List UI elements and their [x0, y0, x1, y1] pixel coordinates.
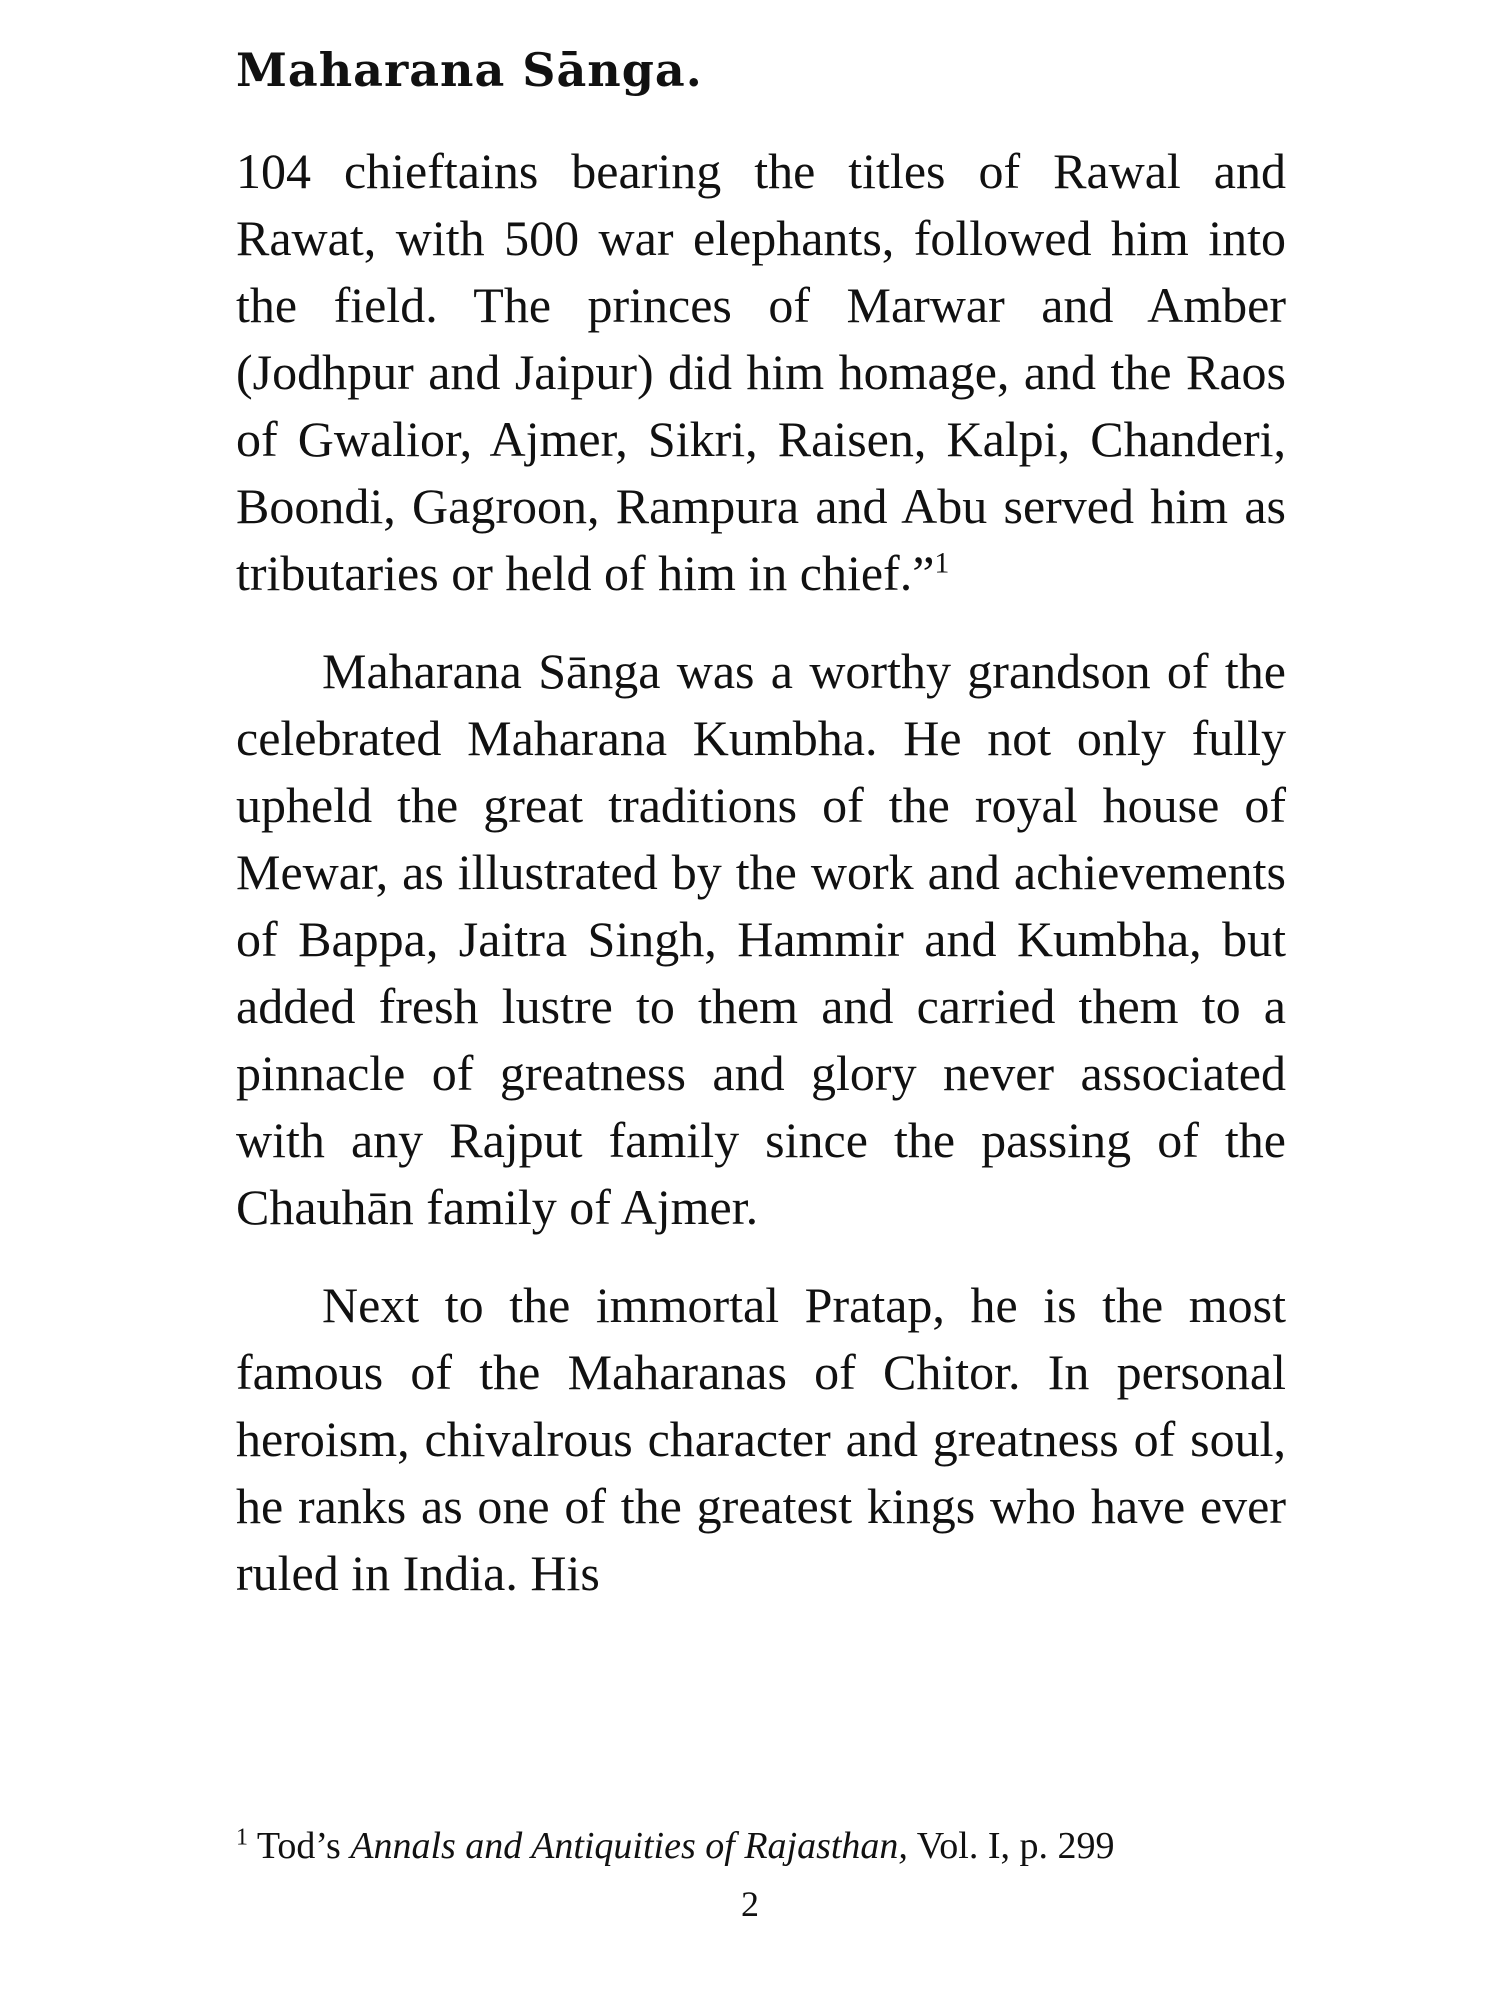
footnote-prefix: Tod’s [256, 1825, 341, 1867]
footnote-title: Annals and Antiquities of Rajasthan, [350, 1825, 908, 1867]
body-text [236, 138, 1286, 1607]
paragraph-1 [236, 138, 1286, 607]
paragraph-2 [236, 638, 1286, 1241]
footnote-suffix: Vol. I, p. 299 [916, 1825, 1115, 1867]
paragraph-3-text: Next to the immortal Pratap, he is the most famous of the Maharanas of Chitor. In personal heroism, chivalrous character and greatness of soul, he ranks as one of the greatest kings who have ever ruled in India. His [236, 1277, 1286, 1601]
footnote [236, 1822, 1306, 1870]
paragraph-3 [236, 1272, 1286, 1607]
running-head: Maharana Sānga. [236, 43, 703, 97]
paragraph-2-text: Maharana Sānga was a worthy grandson of the celebrated Maharana Kumbha. He not only fully upheld the great traditions of the royal house of Mewar, as illustrated by the work and achievements of Bappa, Jaitra Singh, Hammir and Kumbha, but added fresh lustre to them and carried them to a pinnacle of greatness and glory never associated with any Rajput family since the passing of the Chauhān family of Ajmer. [236, 643, 1286, 1235]
page-number: 2 [741, 1884, 759, 1924]
footnote-number: 1 [236, 1824, 248, 1851]
footnote-reference-mark: 1 [934, 546, 950, 580]
paragraph-1-text: 104 chieftains bearing the titles of Rawal and Rawat, with 500 war elephants, followed him into the field. The princes of Marwar and Amber (Jodhpur and Jaipur) did him homage, and the Raos of Gwalior, Ajmer, Sikri, Raisen, Kalpi, Chanderi, Boondi, Gagroon, Rampura and Abu served him as tributaries or held of him in chief.” [236, 143, 1286, 601]
